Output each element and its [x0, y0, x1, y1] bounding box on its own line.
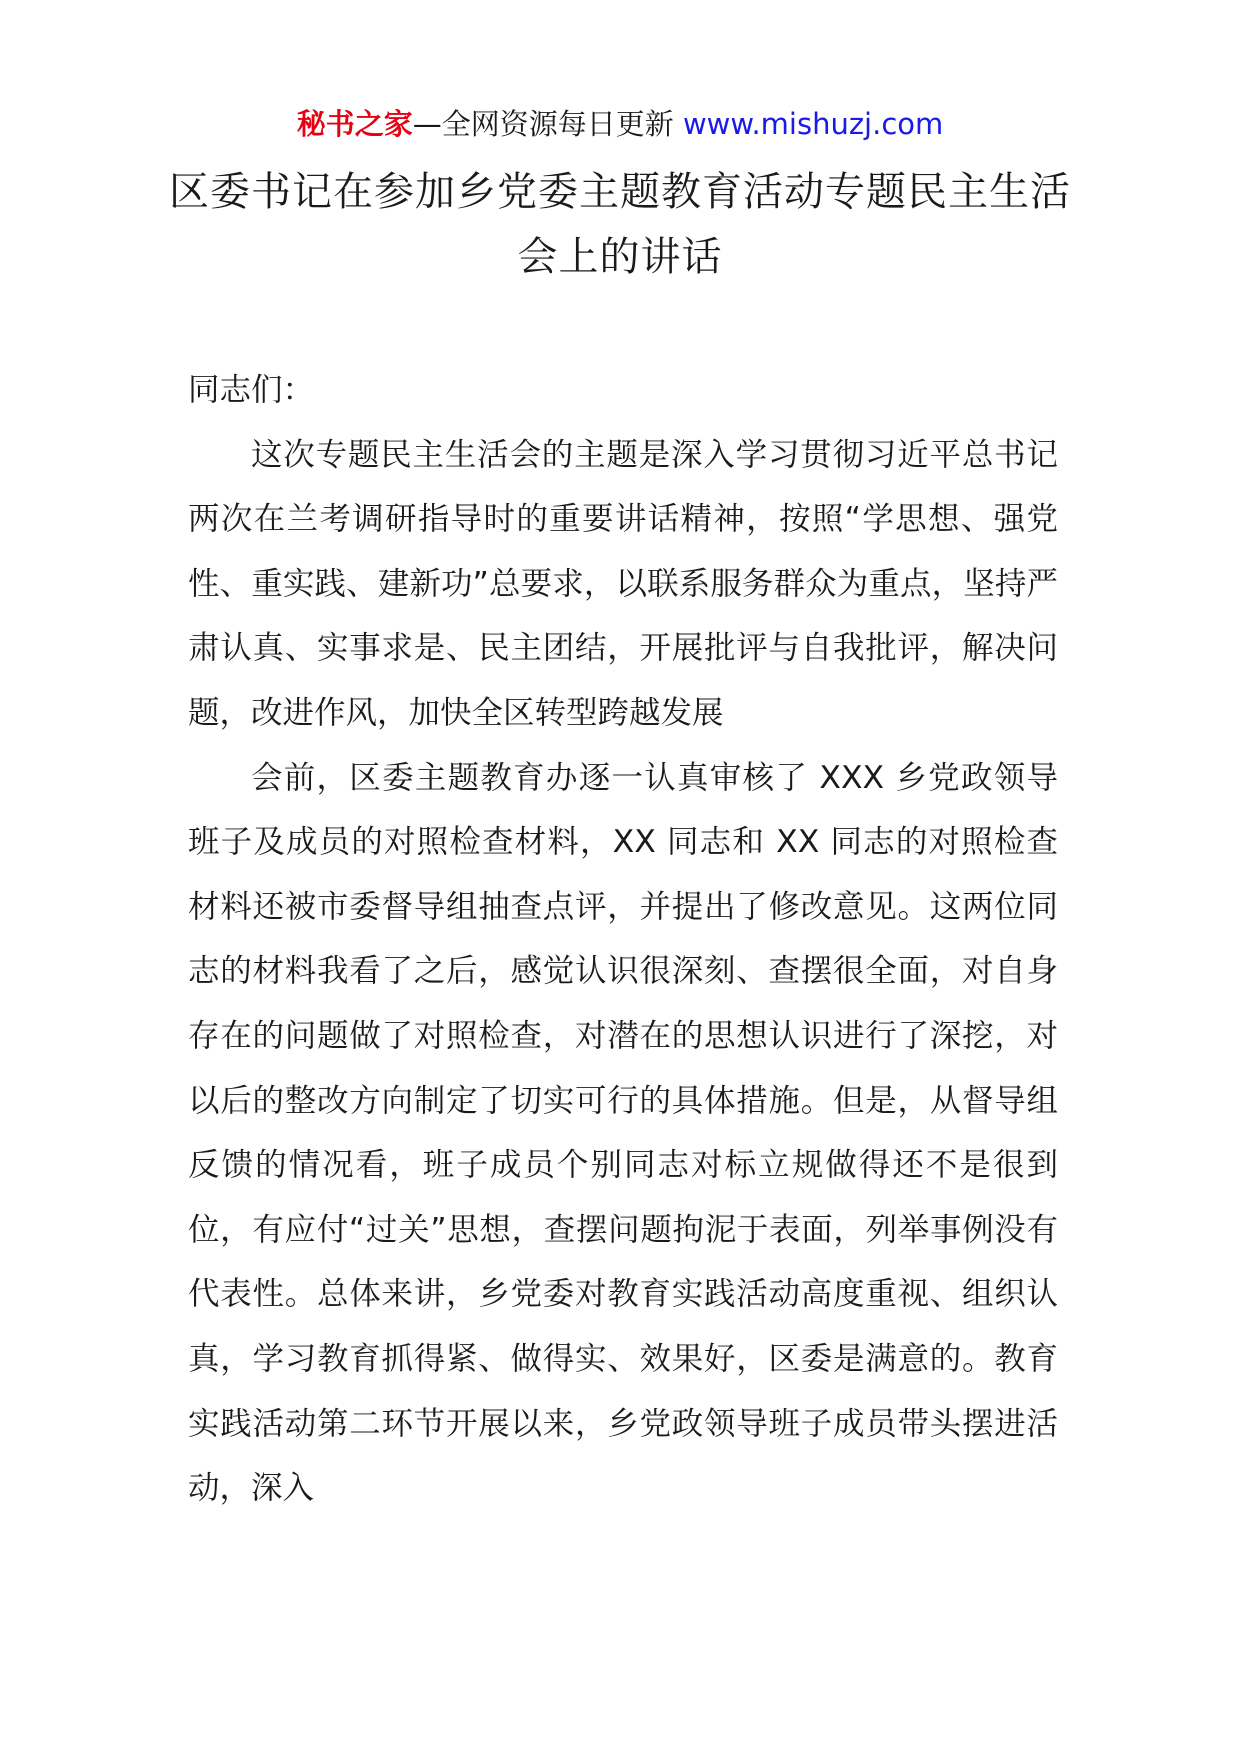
document-body — [188, 358, 1058, 1521]
body-paragraph: 会前，区委主题教育办逐一认真审核了 XXX 乡党政领导班子及成员的对照检查材料，XX 同志和 XX 同志的对照检查材料还被市委督导组抽查点评，并提出了修改意见。这两位同志的材料我看了之后，感觉认识很深刻、查摆很全面，对自身存在的问题做了对照检查，对潜在的思想认识进行了深挖，对以后的整改方向制定了切实可行的具体措施。但是，从督导组反馈的情况看，班子成员个别同志对标立规做得还不是很到位，有应付“过关”思想，查摆问题拘泥于表面，列举事例没有代表性。总体来讲，乡党委对教育实践活动高度重视、组织认真，学习教育抓得紧、做得实、效果好，区委是满意的。教育实践活动第二环节开展以来，乡党政领导班子成员带头摆进活动，深入 — [188, 759, 1058, 1507]
site-header — [0, 100, 1240, 148]
body-paragraph: 这次专题民主生活会的主题是深入学习贯彻习近平总书记两次在兰考调研指导时的重要讲话精神，按照“学思想、强党性、重实践、建新功”总要求，以联系服务群众为重点，坚持严肃认真、实事求是、民主团结，开展批评与自我批评，解决问题，改进作风，加快全区转型跨越发展 — [188, 436, 1058, 731]
header-slogan: —全网资源每日更新 — [412, 107, 674, 141]
document-title: 区委书记在参加乡党委主题教育活动专题民主生活会上的讲话 — [169, 169, 1071, 280]
salutation: 同志们： — [188, 372, 315, 408]
brand-name: 秘书之家 — [296, 107, 413, 141]
site-url-link[interactable]: www.mishuzj.com — [682, 107, 944, 141]
